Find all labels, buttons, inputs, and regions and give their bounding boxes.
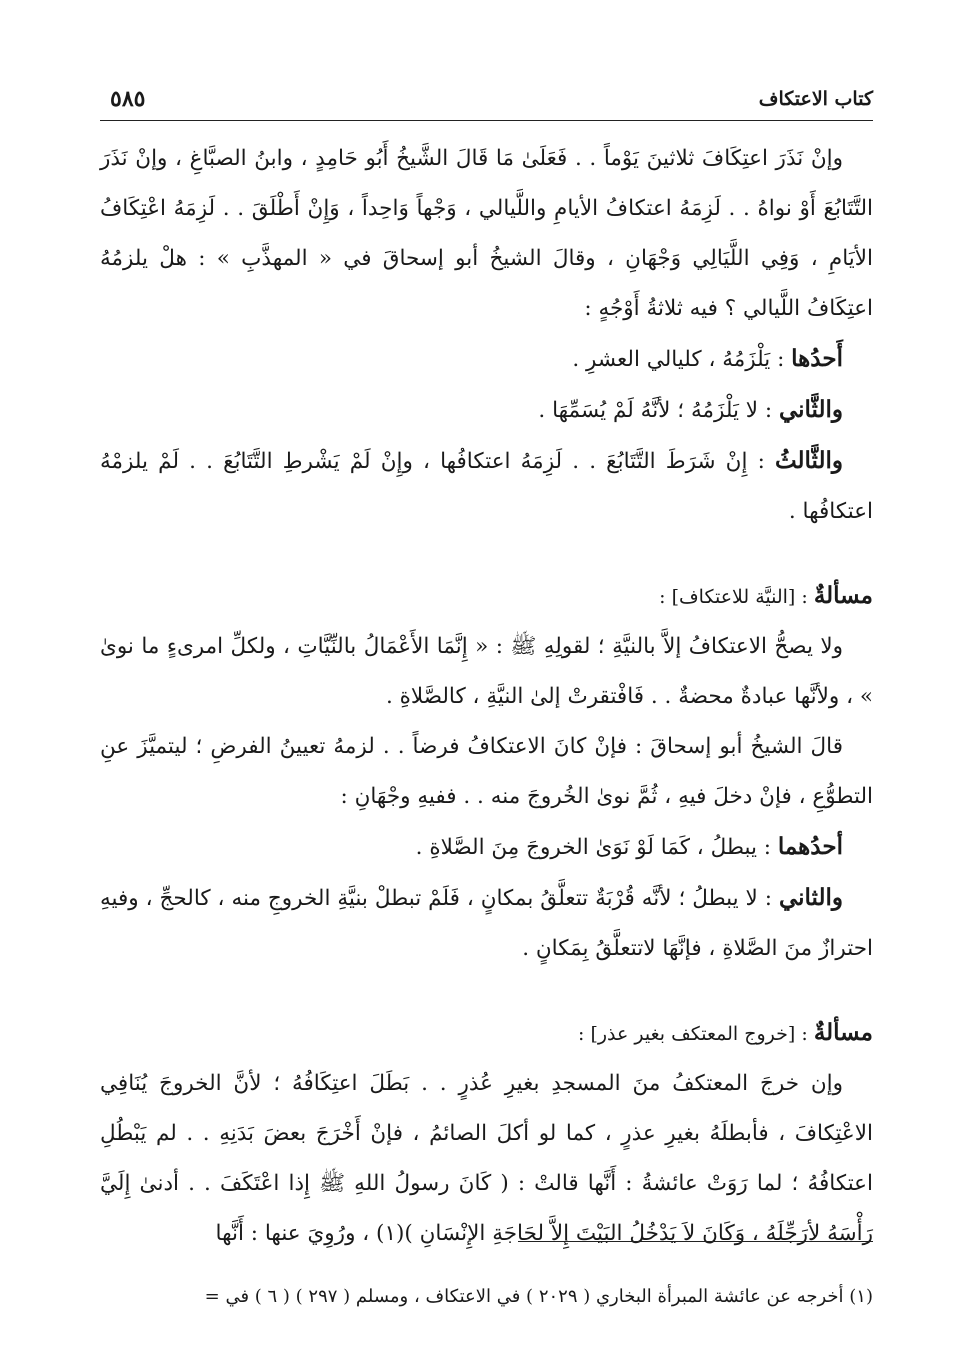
section-heading: [100, 571, 873, 622]
paragraph-text: : يبطلُ ، كَمَا لَوْ نَوَىٰ الخروجَ مِنَ الصَّلاةِ .: [415, 835, 778, 860]
paragraph-text: : إِنْ شَرَطَ التَّتَابُعَ . . لَزِمَهُ اعتكافُها ، وإِنْ لَمْ يَشْرطِ التَّتَابُعَ . . لَمْ يلزمْهُ اعتكافُها .: [100, 449, 873, 524]
paragraph: وإن خرجَ المعتكفُ منَ المسجدِ بغيرِ عُذرٍ . . بَطَلَ اعتِكَافُهُ ؛ لأنَّ الخروجَ يُنَافِي الاعْتِكافَ ، فأبطلَهُ بغيرِ عذرٍ ، كما لو أكلَ الصائمُ ، فإنْ أَخْرَجَ بعضَ بَدَنِهِ . . لم يَبْطُلِ اعتكافُهُ ؛ لما رَوَتْ عائشةُ : أَنَّها قالتْ : ( كَانَ رسولُ اللهِ ﷺ إِذا اعْتَكَفَ . . أدنىٰ إِلَيَّ رَأْسَهُ لأرَجِّلَهُ ، وَكَانَ لاَ يَدْخُلُ البَيْتَ إِلاَّ لحَاجَةِ الإِنْسَانِ )(١) ، ورُوِيَ عنها : أَنَّها: [100, 1071, 873, 1246]
section-heading-title: : [خروج المعتكف بغير عذر] :: [578, 1023, 814, 1045]
paragraph-lead: والثَّاني: [778, 396, 843, 423]
paragraph-lead: والثاني: [778, 884, 843, 911]
section-heading-word: مسألةٌ: [813, 582, 873, 609]
paragraph: [100, 822, 873, 873]
paragraph: [100, 873, 873, 974]
running-title: كتاب الاعتكاف: [758, 88, 873, 110]
paragraph-lead: أَحدُها: [791, 345, 843, 372]
paragraph-text: : لا يَلْزَمُهُ ؛ لأنَّهُ لَمْ يُسَمِّهَا .: [538, 398, 779, 423]
paragraph-lead: أحدُهما: [777, 833, 843, 860]
paragraph-text: : لا يبطلُ ؛ لأنَّه قُرْبَةٌ تتعلَّقُ بمكانٍ ، فَلَمْ تبطلْ بنيَّةِ الخروجِ منه ، كالحجِّ ، وفيهِ احترازٌ منَ الصَّلاةِ ، فإنَّهَا لاتتعلَّقُ بِمَكانٍ .: [100, 886, 873, 961]
paragraph-lead: والثَّالثُ: [774, 447, 843, 474]
section-heading-title: : [النيَّة للاعتكاف] :: [659, 586, 814, 608]
paragraph: وإنْ نَذَرَ اعتِكَافَ ثلاثينَ يَوْماً . . فَعَلَىٰ مَا قَالَ الشَّيخُ أَبُو حَامِدٍ ، وابنُ الصبَّاغِ ، وإنْ نَذَرَ التَّتَابُعَ أَوْ نواهُ . . لَزِمَهُ اعتكافُ الأيامِ واللَّيالي ، وَجْهاً وَاحِداً ، وَإِنْ أَطْلَقَ . . لَزِمَهُ اعْتِكَافُ الأيَامِ ، وَفِي اللَّيَالِي وَجْهَانِ ، وقالَ الشيخُ أبو إسحاقَ في « المهذَّبِ » : هلْ يلزمُهُ اعتِكَافُ اللَّيالي ؟ فيه ثلاثةُ أَوْجُهٍ :: [100, 146, 873, 321]
paragraph: [100, 436, 873, 537]
paragraph: ولا يصحُّ الاعتكافُ إلاَّ بالنيَّةِ ؛ لقولِهِ ﷺ : « إِنَّمَا الأَعْمَالُ بالنِّيَّاتِ ، ولكلِّ امرىءٍ ما نوىٰ » ، ولأنَّها عبادةٌ محضةٌ . . فَافْتقرتْ إلىٰ النيَّةِ ، كالصَّلاةِ .: [100, 634, 873, 709]
page-header: [100, 84, 873, 121]
paragraph: [100, 385, 873, 436]
section-heading: [100, 1008, 873, 1059]
main-text: [100, 134, 873, 1259]
footnote: (١) أخرجه عن عائشة المبرأة البخاري ( ٢٠٢٩ ) في الاعتكاف ، ومسلم ( ٢٩٧ ) ( ٦ ) في =: [204, 1286, 873, 1307]
footnote-divider: [518, 1241, 873, 1242]
page-number: ٥٨٥: [110, 86, 146, 112]
paragraph-text: : يَلْزَمُهُ ، كليالي العشرِ .: [572, 347, 792, 372]
paragraph: قالَ الشيخُ أبو إسحاقَ : فإنْ كانَ الاعتكافُ فرضاً . . لزمهُ تعيينُ الفرضِ ؛ ليتميَّزَ عنِ التطوُّعِ ، فإنْ دخلَ فيهِ ، ثُمَّ نوىٰ الخُروجَ منه . . ففيهِ وجْهَانِ :: [100, 734, 873, 809]
paragraph: [100, 334, 873, 385]
section-heading-word: مسألةٌ: [813, 1019, 873, 1046]
